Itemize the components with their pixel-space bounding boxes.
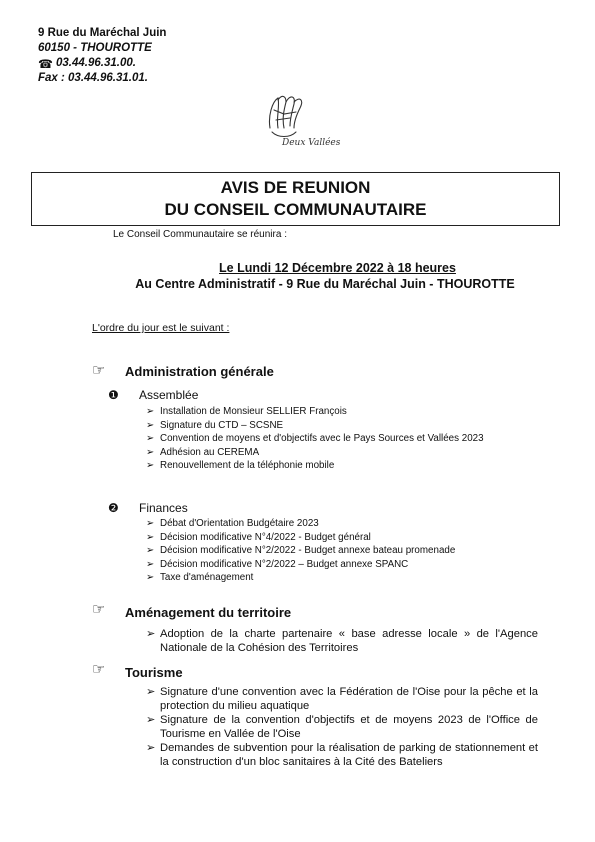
arrow-bullet-icon: ➢ (146, 446, 155, 458)
address-block (38, 26, 166, 86)
list-item: ➢ Signature de la convention d'objectifs et de moyens 2023 de l'Office de Tourisme en Vallée de l'Oise (146, 714, 538, 740)
agenda-intro: L'ordre du jour est le suivant : (92, 322, 230, 334)
list-item: ➢ Demandes de subvention pour la réalisation de parking de stationnement et la construction d'un bloc sanitaires à la Cité des Bateliers (146, 742, 538, 768)
subsection-finances (108, 501, 188, 515)
section-administration (92, 361, 274, 379)
title-line-1: AVIS DE REUNION (220, 178, 371, 197)
list-item: ➢ Installation de Monsieur SELLIER François (146, 406, 347, 417)
amenagement-list (146, 627, 538, 655)
arrow-bullet-icon: ➢ (146, 518, 155, 529)
fax-line: Fax : 03.44.96.31.01. (38, 72, 148, 84)
arrow-bullet-icon: ➢ (146, 558, 155, 570)
assemblee-list (146, 405, 484, 473)
arrow-bullet-icon: ➢ (146, 531, 155, 543)
arrow-bullet-icon: ➢ (146, 545, 155, 556)
arrow-bullet-icon: ➢ (146, 714, 156, 726)
subsection-title: Assemblée (139, 388, 199, 402)
section-title: Tourisme (125, 665, 183, 680)
arrow-bullet-icon: ➢ (146, 419, 155, 431)
list-item: ➢ Adoption de la charte partenaire « base adresse locale » de l'Agence Nationale de la Cohésion des Territoires (146, 628, 538, 654)
arrow-bullet-icon: ➢ (146, 628, 156, 640)
phone-number: 03.44.96.31.00. (56, 57, 136, 69)
list-item: ➢ Débat d'Orientation Budgétaire 2023 (146, 518, 319, 529)
arrow-bullet-icon: ➢ (146, 460, 155, 471)
list-item: ➢ Décision modificative N°4/2022 - Budget général (146, 531, 371, 543)
section-amenagement (92, 600, 292, 620)
section-title: Aménagement du territoire (125, 605, 292, 620)
subsection-title: Finances (139, 501, 188, 515)
section-title: Administration générale (125, 364, 274, 379)
number-one-icon: ❶ (108, 388, 119, 402)
address-street: 9 Rue du Maréchal Juin (38, 27, 167, 39)
arrow-bullet-icon: ➢ (146, 686, 156, 698)
telephone-icon: ☎ (38, 57, 53, 71)
meeting-place: Au Centre Administratif - 9 Rue du Maréchal Juin - THOUROTTE (135, 277, 515, 291)
list-item: ➢ Renouvellement de la téléphonie mobile (146, 460, 335, 471)
pointing-hand-icon: ☞ (92, 601, 106, 618)
list-item: ➢ Signature du CTD – SCSNE (146, 419, 284, 431)
phone-line (38, 56, 166, 71)
pointing-hand-icon: ☞ (92, 362, 106, 379)
list-item: ➢ Décision modificative N°2/2022 – Budget annexe SPANC (146, 558, 409, 570)
title-box (31, 172, 560, 226)
list-item: ➢ Signature d'une convention avec la Fédération de l'Oise pour la pêche et la protection du milieu aquatique (146, 686, 538, 712)
section-tourisme (92, 660, 183, 680)
list-item: ➢ Taxe d'aménagement (146, 572, 254, 583)
meeting-date: Le Lundi 12 Décembre 2022 à 18 heures (219, 261, 456, 275)
arrow-bullet-icon: ➢ (146, 433, 155, 444)
number-two-icon: ❷ (108, 501, 119, 515)
list-item: ➢ Adhésion au CEREMA (146, 446, 260, 458)
deux-vallees-logo (256, 88, 346, 160)
list-item: ➢ Convention de moyens et d'objectifs avec le Pays Sources et Vallées 2023 (146, 433, 484, 444)
intro-text: Le Conseil Communautaire se réunira : (113, 229, 287, 240)
finances-list (146, 517, 456, 585)
meeting-info (0, 260, 595, 292)
arrow-bullet-icon: ➢ (146, 572, 155, 583)
list-item: ➢ Décision modificative N°2/2022 - Budget annexe bateau promenade (146, 545, 456, 556)
arrow-bullet-icon: ➢ (146, 406, 155, 417)
tourisme-list (146, 685, 538, 769)
pointing-hand-icon: ☞ (92, 661, 106, 678)
arrow-bullet-icon: ➢ (146, 742, 156, 754)
title-line-2: DU CONSEIL COMMUNAUTAIRE (164, 200, 427, 219)
subsection-assemblee (108, 388, 199, 402)
address-city: 60150 - THOUROTTE (38, 42, 152, 54)
logo-caption: Deux Vallées (282, 138, 341, 148)
